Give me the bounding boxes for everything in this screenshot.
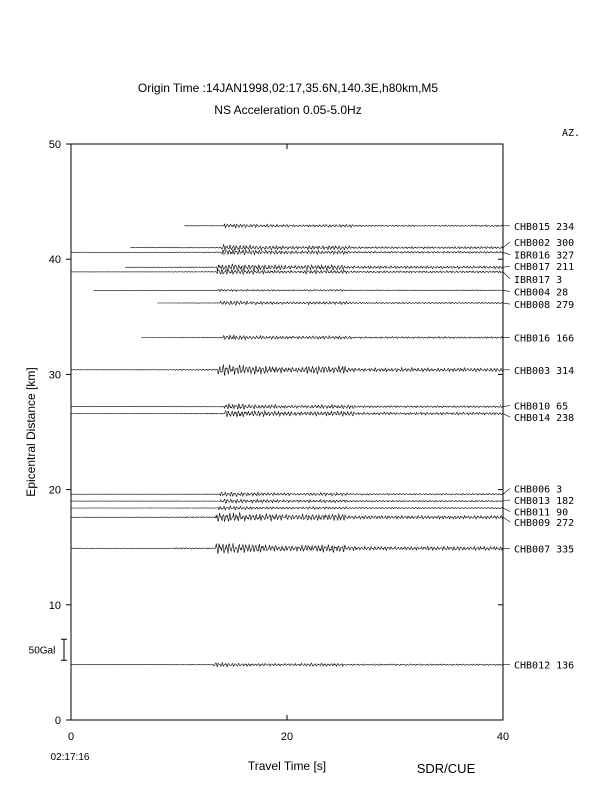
trace-chb016 xyxy=(141,335,503,340)
station-label-ibr017: IBR017 3 xyxy=(514,274,563,286)
y-tick-label-40: 40 xyxy=(48,254,61,267)
amplitude-scale-bar xyxy=(29,639,67,660)
station-label-chb013: CHB013 182 xyxy=(514,495,575,507)
y-tick-label-20: 20 xyxy=(48,484,61,497)
label-leader-1 xyxy=(503,242,510,248)
trace-chb007 xyxy=(71,543,503,553)
trace-chb015 xyxy=(184,224,503,228)
label-leader-3 xyxy=(503,266,510,267)
trace-ibr016 xyxy=(71,250,503,255)
y-tick-label-0: 0 xyxy=(54,715,61,727)
credit-label: SDR/CUE xyxy=(416,761,476,776)
scale-bar-label: 50Gal xyxy=(28,645,56,657)
trace-chb010 xyxy=(71,404,503,409)
label-leader-6 xyxy=(503,303,510,304)
trace-chb017 xyxy=(125,264,503,271)
station-label-chb016: CHB016 166 xyxy=(514,333,575,345)
waveform-traces xyxy=(71,224,503,667)
label-leader-14 xyxy=(503,517,510,522)
trace-chb014 xyxy=(71,411,503,418)
station-label-chb011: CHB011 90 xyxy=(514,507,569,519)
trace-chb011 xyxy=(71,506,503,510)
station-label-chb014: CHB014 238 xyxy=(514,413,575,425)
station-label-chb010: CHB010 65 xyxy=(514,401,569,413)
y-axis-ticks xyxy=(49,139,503,727)
trace-chb009 xyxy=(71,512,503,521)
y-tick-label-50: 50 xyxy=(48,139,61,151)
label-leader-2 xyxy=(503,252,510,254)
y-tick-label-30: 30 xyxy=(48,369,61,382)
station-label-chb007: CHB007 335 xyxy=(514,544,575,556)
trace-ibr017 xyxy=(71,270,503,275)
label-leader-13 xyxy=(503,508,510,511)
azimuth-header: AZ. xyxy=(562,128,581,139)
trace-chb012 xyxy=(71,663,503,667)
trace-chb004 xyxy=(94,289,503,291)
trace-chb008 xyxy=(157,301,503,305)
x-tick-label-0: 0 xyxy=(67,731,75,743)
station-label-ibr016: IBR016 327 xyxy=(514,250,575,262)
station-label-chb017: CHB017 211 xyxy=(514,262,575,274)
label-leader-10 xyxy=(503,414,510,417)
station-label-chb012: CHB012 136 xyxy=(514,660,575,672)
x-axis-ticks xyxy=(68,144,509,743)
trace-chb006 xyxy=(71,492,503,496)
y-tick-label-10: 10 xyxy=(48,599,61,612)
label-leader-5 xyxy=(503,290,510,291)
x-tick-label-40: 40 xyxy=(496,731,510,743)
label-leader-12 xyxy=(503,500,510,501)
y-axis-label: Epicentral Distance [km] xyxy=(24,367,38,497)
x-tick-label-20: 20 xyxy=(280,731,294,743)
plot-frame xyxy=(71,144,503,720)
station-label-chb015: CHB015 234 xyxy=(514,221,575,233)
station-labels xyxy=(503,222,574,672)
trace-chb013 xyxy=(71,499,503,503)
station-label-chb006: CHB006 3 xyxy=(514,484,563,496)
trace-chb003 xyxy=(71,365,503,376)
chart-title-line-2: NS Acceleration 0.05-5.0Hz xyxy=(214,103,362,117)
x-axis-label: Travel Time [s] xyxy=(247,759,327,773)
label-leader-11 xyxy=(503,488,510,494)
chart-title-line-1: Origin Time :14JAN1998,02:17,35.6N,140.3E,h80km,M5 xyxy=(137,81,439,95)
station-label-chb008: CHB008 279 xyxy=(514,300,575,312)
station-label-chb003: CHB003 314 xyxy=(514,365,575,377)
station-label-chb004: CHB004 28 xyxy=(514,287,569,299)
trace-chb002 xyxy=(130,245,503,251)
label-leader-9 xyxy=(503,406,510,407)
label-leader-4 xyxy=(503,272,510,279)
station-label-chb009: CHB009 272 xyxy=(514,517,575,529)
station-label-chb002: CHB002 300 xyxy=(514,237,575,249)
origin-clock-time: 02:17:16 xyxy=(50,752,90,763)
